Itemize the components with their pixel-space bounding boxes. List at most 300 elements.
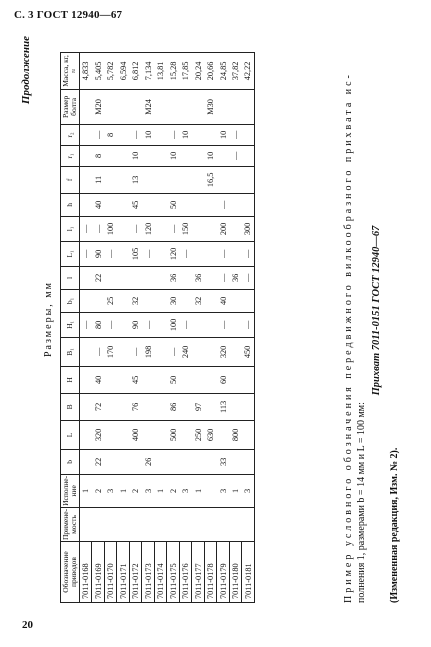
table-cell: M20 [92, 89, 105, 124]
col-header: B₁ [61, 337, 80, 366]
table-cell: 2 [92, 474, 105, 507]
table-cell [179, 393, 192, 420]
table-cell [192, 241, 205, 266]
table-cell [242, 393, 255, 420]
table-cell: — [79, 241, 92, 266]
table-cell: — [92, 216, 105, 241]
table-cell [154, 366, 167, 393]
table-cell [229, 89, 242, 124]
row-designation: 7011-0170 [104, 542, 117, 603]
table-cell: — [179, 312, 192, 337]
table-cell [154, 241, 167, 266]
row-designation: 7011-0169 [92, 542, 105, 603]
table-cell [242, 193, 255, 216]
table-cell: 33 [217, 449, 230, 474]
table-row [242, 52, 255, 602]
table-cell: — [92, 124, 105, 145]
table-cell [154, 420, 167, 449]
table-cell: 3 [142, 474, 155, 507]
table-cell [204, 393, 217, 420]
table-cell [154, 89, 167, 124]
table-cell: 36 [192, 266, 205, 289]
col-header: r₂ [61, 124, 80, 145]
table-cell: — [129, 337, 142, 366]
table-cell [229, 393, 242, 420]
table-cell [142, 166, 155, 193]
table-cell [242, 507, 255, 541]
col-header: r₁ [61, 145, 80, 166]
table-cell [179, 289, 192, 312]
table-cell: 3 [217, 474, 230, 507]
rotated-content [10, 18, 431, 603]
col-header: Обозначение приводов [61, 542, 80, 603]
table-cell: — [167, 124, 180, 145]
table-row [204, 52, 217, 602]
table-cell [154, 145, 167, 166]
table-cell: 30 [167, 289, 180, 312]
table-cell [179, 507, 192, 541]
table-cell [104, 420, 117, 449]
table-cell: 10 [129, 145, 142, 166]
col-header: L₁ [61, 241, 80, 266]
table-cell [192, 449, 205, 474]
table-cell: 120 [167, 241, 180, 266]
table-cell: — [129, 124, 142, 145]
table-row [179, 52, 192, 602]
table-cell: 630 [204, 420, 217, 449]
row-designation: 7011-0180 [229, 542, 242, 603]
table-cell [204, 266, 217, 289]
table-cell: 13,81 [154, 52, 167, 89]
table-cell [242, 124, 255, 145]
table-cell [154, 393, 167, 420]
table-cell [229, 193, 242, 216]
table-cell: 240 [179, 337, 192, 366]
table-cell [204, 366, 217, 393]
table-cell [242, 289, 255, 312]
table-cell [204, 216, 217, 241]
table-cell: 13 [129, 166, 142, 193]
table-cell [167, 507, 180, 541]
table-cell: — [242, 312, 255, 337]
table-cell [204, 241, 217, 266]
table-cell [117, 193, 130, 216]
table-cell [142, 193, 155, 216]
table-cell: 1 [192, 474, 205, 507]
table-cell: — [242, 241, 255, 266]
table-cell: 37,82 [229, 52, 242, 89]
table-cell [92, 289, 105, 312]
table-cell [117, 266, 130, 289]
table-cell [79, 337, 92, 366]
table-cell: 320 [217, 337, 230, 366]
table-cell: 5,405 [92, 52, 105, 89]
table-cell [129, 449, 142, 474]
table-cell: 72 [92, 393, 105, 420]
table-cell [192, 89, 205, 124]
table-cell [79, 420, 92, 449]
table-cell: 1 [154, 474, 167, 507]
table-cell [104, 166, 117, 193]
table-cell [79, 266, 92, 289]
table-cell: — [167, 216, 180, 241]
col-header: Исполне-ние [61, 475, 78, 506]
col-header: l [61, 266, 80, 289]
example-line: полнения 1, размерами b = 14 мм и L = 100 мм: [356, 402, 367, 603]
table-cell [129, 507, 142, 541]
table-cell [229, 166, 242, 193]
table-cell [104, 393, 117, 420]
table-cell: 6,812 [129, 52, 142, 89]
table-cell [242, 145, 255, 166]
col-header: h [61, 193, 80, 216]
table-cell [117, 337, 130, 366]
table-cell: M24 [142, 89, 155, 124]
table-cell [204, 449, 217, 474]
example-designation: Прихват 7011-0151 ГОСТ 12940—67 [371, 225, 382, 396]
table-cell: 32 [192, 289, 205, 312]
table-cell: 100 [104, 216, 117, 241]
table-cell [229, 216, 242, 241]
table-cell [242, 420, 255, 449]
table-cell: 40 [217, 289, 230, 312]
table-cell: — [229, 124, 242, 145]
table-cell [179, 266, 192, 289]
table-row [229, 52, 242, 602]
table-cell [104, 507, 117, 541]
table-cell: 26 [142, 449, 155, 474]
table-cell: 1 [229, 474, 242, 507]
page-header: С. 3 ГОСТ 12940—67 [14, 9, 123, 21]
table-cell [192, 145, 205, 166]
table-cell [142, 366, 155, 393]
table-cell: 22 [92, 449, 105, 474]
table-cell [79, 124, 92, 145]
table-cell [92, 507, 105, 541]
table-cell [129, 266, 142, 289]
table-cell: 8 [104, 124, 117, 145]
table-cell [229, 241, 242, 266]
table-cell [192, 366, 205, 393]
table-cell [242, 166, 255, 193]
table-cell [104, 449, 117, 474]
table-cell [79, 289, 92, 312]
example-text [342, 18, 368, 603]
table-cell: 40 [92, 193, 105, 216]
table-cell: 200 [217, 216, 230, 241]
table-cell: 22 [92, 266, 105, 289]
table-cell: 42,22 [242, 52, 255, 89]
table-cell: 10 [179, 124, 192, 145]
table-cell: 50 [167, 366, 180, 393]
table-cell [192, 337, 205, 366]
table-row [92, 52, 105, 602]
row-designation: 7011-0179 [217, 542, 230, 603]
table-cell: 7,134 [142, 52, 155, 89]
page-number: 20 [22, 619, 33, 631]
table-cell: 120 [142, 216, 155, 241]
col-header: B [61, 393, 80, 420]
table-cell [229, 289, 242, 312]
row-designation: 7011-0177 [192, 542, 205, 603]
table-cell [154, 507, 167, 541]
table-cell [167, 166, 180, 193]
table-cell [117, 366, 130, 393]
table-cell [204, 474, 217, 507]
row-designation: 7011-0172 [129, 542, 142, 603]
table-cell [167, 449, 180, 474]
col-header: Примене-мость [61, 508, 78, 540]
table-cell [229, 337, 242, 366]
table-cell [154, 216, 167, 241]
col-header: b₁ [61, 289, 80, 312]
table-row [117, 52, 130, 602]
table-cell: 50 [167, 193, 180, 216]
table-cell [79, 366, 92, 393]
col-header: b [61, 449, 80, 474]
table-cell [117, 507, 130, 541]
table-cell [217, 166, 230, 193]
table-cell [204, 312, 217, 337]
table-cell: 36 [229, 266, 242, 289]
dimensions-table [60, 52, 255, 603]
row-designation: 7011-0181 [242, 542, 255, 603]
table-cell: 10 [217, 124, 230, 145]
table-cell [79, 393, 92, 420]
table-cell [154, 193, 167, 216]
table-cell: 2 [129, 474, 142, 507]
table-cell [154, 312, 167, 337]
table-cell: — [92, 337, 105, 366]
row-designation: 7011-0168 [79, 542, 92, 603]
table-cell: 45 [129, 366, 142, 393]
table-cell: 300 [242, 216, 255, 241]
table-cell: 97 [192, 393, 205, 420]
col-header: H₁ [61, 312, 80, 337]
col-header: Масса, кг, ≈ [61, 52, 80, 89]
col-header: H [61, 366, 80, 393]
row-designation: 7011-0171 [117, 542, 130, 603]
table-cell: 25 [104, 289, 117, 312]
table-cell [192, 124, 205, 145]
table-cell [229, 449, 242, 474]
table-cell [204, 124, 217, 145]
table-cell: 450 [242, 337, 255, 366]
table-cell [117, 312, 130, 337]
table-cell [242, 449, 255, 474]
table-cell [204, 507, 217, 541]
table-cell: 500 [167, 420, 180, 449]
table-cell [79, 193, 92, 216]
table-cell: 3 [104, 474, 117, 507]
table-cell [117, 241, 130, 266]
table-cell [154, 337, 167, 366]
table-cell [204, 289, 217, 312]
table-cell: — [167, 337, 180, 366]
table-cell [179, 89, 192, 124]
table-cell [204, 337, 217, 366]
table-row [154, 52, 167, 602]
table-cell [142, 507, 155, 541]
table-cell [217, 145, 230, 166]
table-cell [192, 166, 205, 193]
table-cell: 198 [142, 337, 155, 366]
table-cell [117, 289, 130, 312]
table-cell [142, 420, 155, 449]
table-cell [104, 266, 117, 289]
table-cell [179, 366, 192, 393]
table-cell: 3 [242, 474, 255, 507]
table-cell: — [217, 193, 230, 216]
table-cell [217, 89, 230, 124]
continuation-label: Продолжение [20, 36, 32, 105]
table-row [104, 52, 117, 602]
table-cell [179, 145, 192, 166]
table-cell [229, 312, 242, 337]
table-cell [229, 366, 242, 393]
table-cell [117, 449, 130, 474]
col-header: l₁ [61, 216, 80, 241]
table-cell: — [217, 266, 230, 289]
table-cell [79, 507, 92, 541]
table-cell [142, 393, 155, 420]
table-cell [192, 312, 205, 337]
table-cell: 10 [167, 145, 180, 166]
table-cell: 80 [92, 312, 105, 337]
table-cell: 76 [129, 393, 142, 420]
table-cell: 113 [217, 393, 230, 420]
edition-note: (Измененная редакция, Изм. № 2). [389, 447, 400, 603]
table-cell: 6,594 [117, 52, 130, 89]
table-cell: 60 [217, 366, 230, 393]
table-cell [179, 166, 192, 193]
table-cell [192, 193, 205, 216]
table-cell: — [217, 312, 230, 337]
table-cell: — [104, 312, 117, 337]
row-designation: 7011-0173 [142, 542, 155, 603]
table-cell [167, 89, 180, 124]
table-cell [179, 449, 192, 474]
table-cell: 320 [92, 420, 105, 449]
table-cell: 20,24 [192, 52, 205, 89]
table-cell: 86 [167, 393, 180, 420]
table-cell [104, 366, 117, 393]
table-cell: 32 [129, 289, 142, 312]
row-designation: 7011-0175 [167, 542, 180, 603]
table-cell [179, 420, 192, 449]
col-header: f [61, 166, 80, 193]
table-cell [242, 89, 255, 124]
table-row [129, 52, 142, 602]
table-cell [104, 193, 117, 216]
table-cell: 15,28 [167, 52, 180, 89]
table-cell: 3 [179, 474, 192, 507]
table-cell [154, 289, 167, 312]
table-cell [104, 145, 117, 166]
table-cell: 170 [104, 337, 117, 366]
table-cell [154, 266, 167, 289]
table-cell: — [142, 241, 155, 266]
table-cell [117, 393, 130, 420]
table-cell: — [179, 241, 192, 266]
table-cell [117, 89, 130, 124]
table-row [192, 52, 205, 602]
table-cell: 17,85 [179, 52, 192, 89]
table-cell: 100 [167, 312, 180, 337]
table-cell: 24,85 [217, 52, 230, 89]
table-cell: 5,782 [104, 52, 117, 89]
table-row [79, 52, 92, 602]
table-cell: — [217, 241, 230, 266]
row-designation: 7011-0174 [154, 542, 167, 603]
table-cell [129, 89, 142, 124]
table-cell: 800 [229, 420, 242, 449]
table-cell [117, 216, 130, 241]
table-cell [154, 166, 167, 193]
table-cell [142, 289, 155, 312]
table-cell: 90 [129, 312, 142, 337]
table-cell [154, 449, 167, 474]
table-cell [79, 449, 92, 474]
table-cell: 2 [167, 474, 180, 507]
table-cell: — [79, 312, 92, 337]
table-cell [229, 507, 242, 541]
table-cell [192, 507, 205, 541]
table-cell: — [229, 145, 242, 166]
table-row [167, 52, 180, 602]
table-cell [117, 420, 130, 449]
table-cell: 40 [92, 366, 105, 393]
table-cell: — [129, 216, 142, 241]
table-cell [192, 216, 205, 241]
table-cell [242, 366, 255, 393]
table-cell [142, 145, 155, 166]
dimensions-title: Размеры, мм [43, 281, 54, 357]
table-cell: — [242, 266, 255, 289]
table-cell [217, 420, 230, 449]
table-cell: 150 [179, 216, 192, 241]
table-cell: 20,66 [204, 52, 217, 89]
table-cell [117, 145, 130, 166]
table-cell: — [142, 312, 155, 337]
table-cell [142, 266, 155, 289]
table-cell: 400 [129, 420, 142, 449]
col-header: Размер болта [61, 89, 80, 124]
table-cell [217, 507, 230, 541]
table-cell: 90 [92, 241, 105, 266]
table-row [217, 52, 230, 602]
example-line: Пример условного обозначения передвижного вилкообразного прихвата ис- [343, 72, 354, 603]
table-cell: 10 [204, 145, 217, 166]
table-cell: 4,833 [79, 52, 92, 89]
table-cell [179, 193, 192, 216]
table-cell: 10 [142, 124, 155, 145]
table-header-row [61, 52, 80, 602]
table-cell: 1 [79, 474, 92, 507]
table-cell: 250 [192, 420, 205, 449]
table-cell: M30 [204, 89, 217, 124]
row-designation: 7011-0178 [204, 542, 217, 603]
col-header: L [61, 420, 80, 449]
table-cell: 8 [92, 145, 105, 166]
table-cell: — [104, 241, 117, 266]
row-designation: 7011-0176 [179, 542, 192, 603]
table-row [142, 52, 155, 602]
table-cell [117, 124, 130, 145]
table-cell [79, 166, 92, 193]
table-cell [204, 193, 217, 216]
table-cell [104, 89, 117, 124]
